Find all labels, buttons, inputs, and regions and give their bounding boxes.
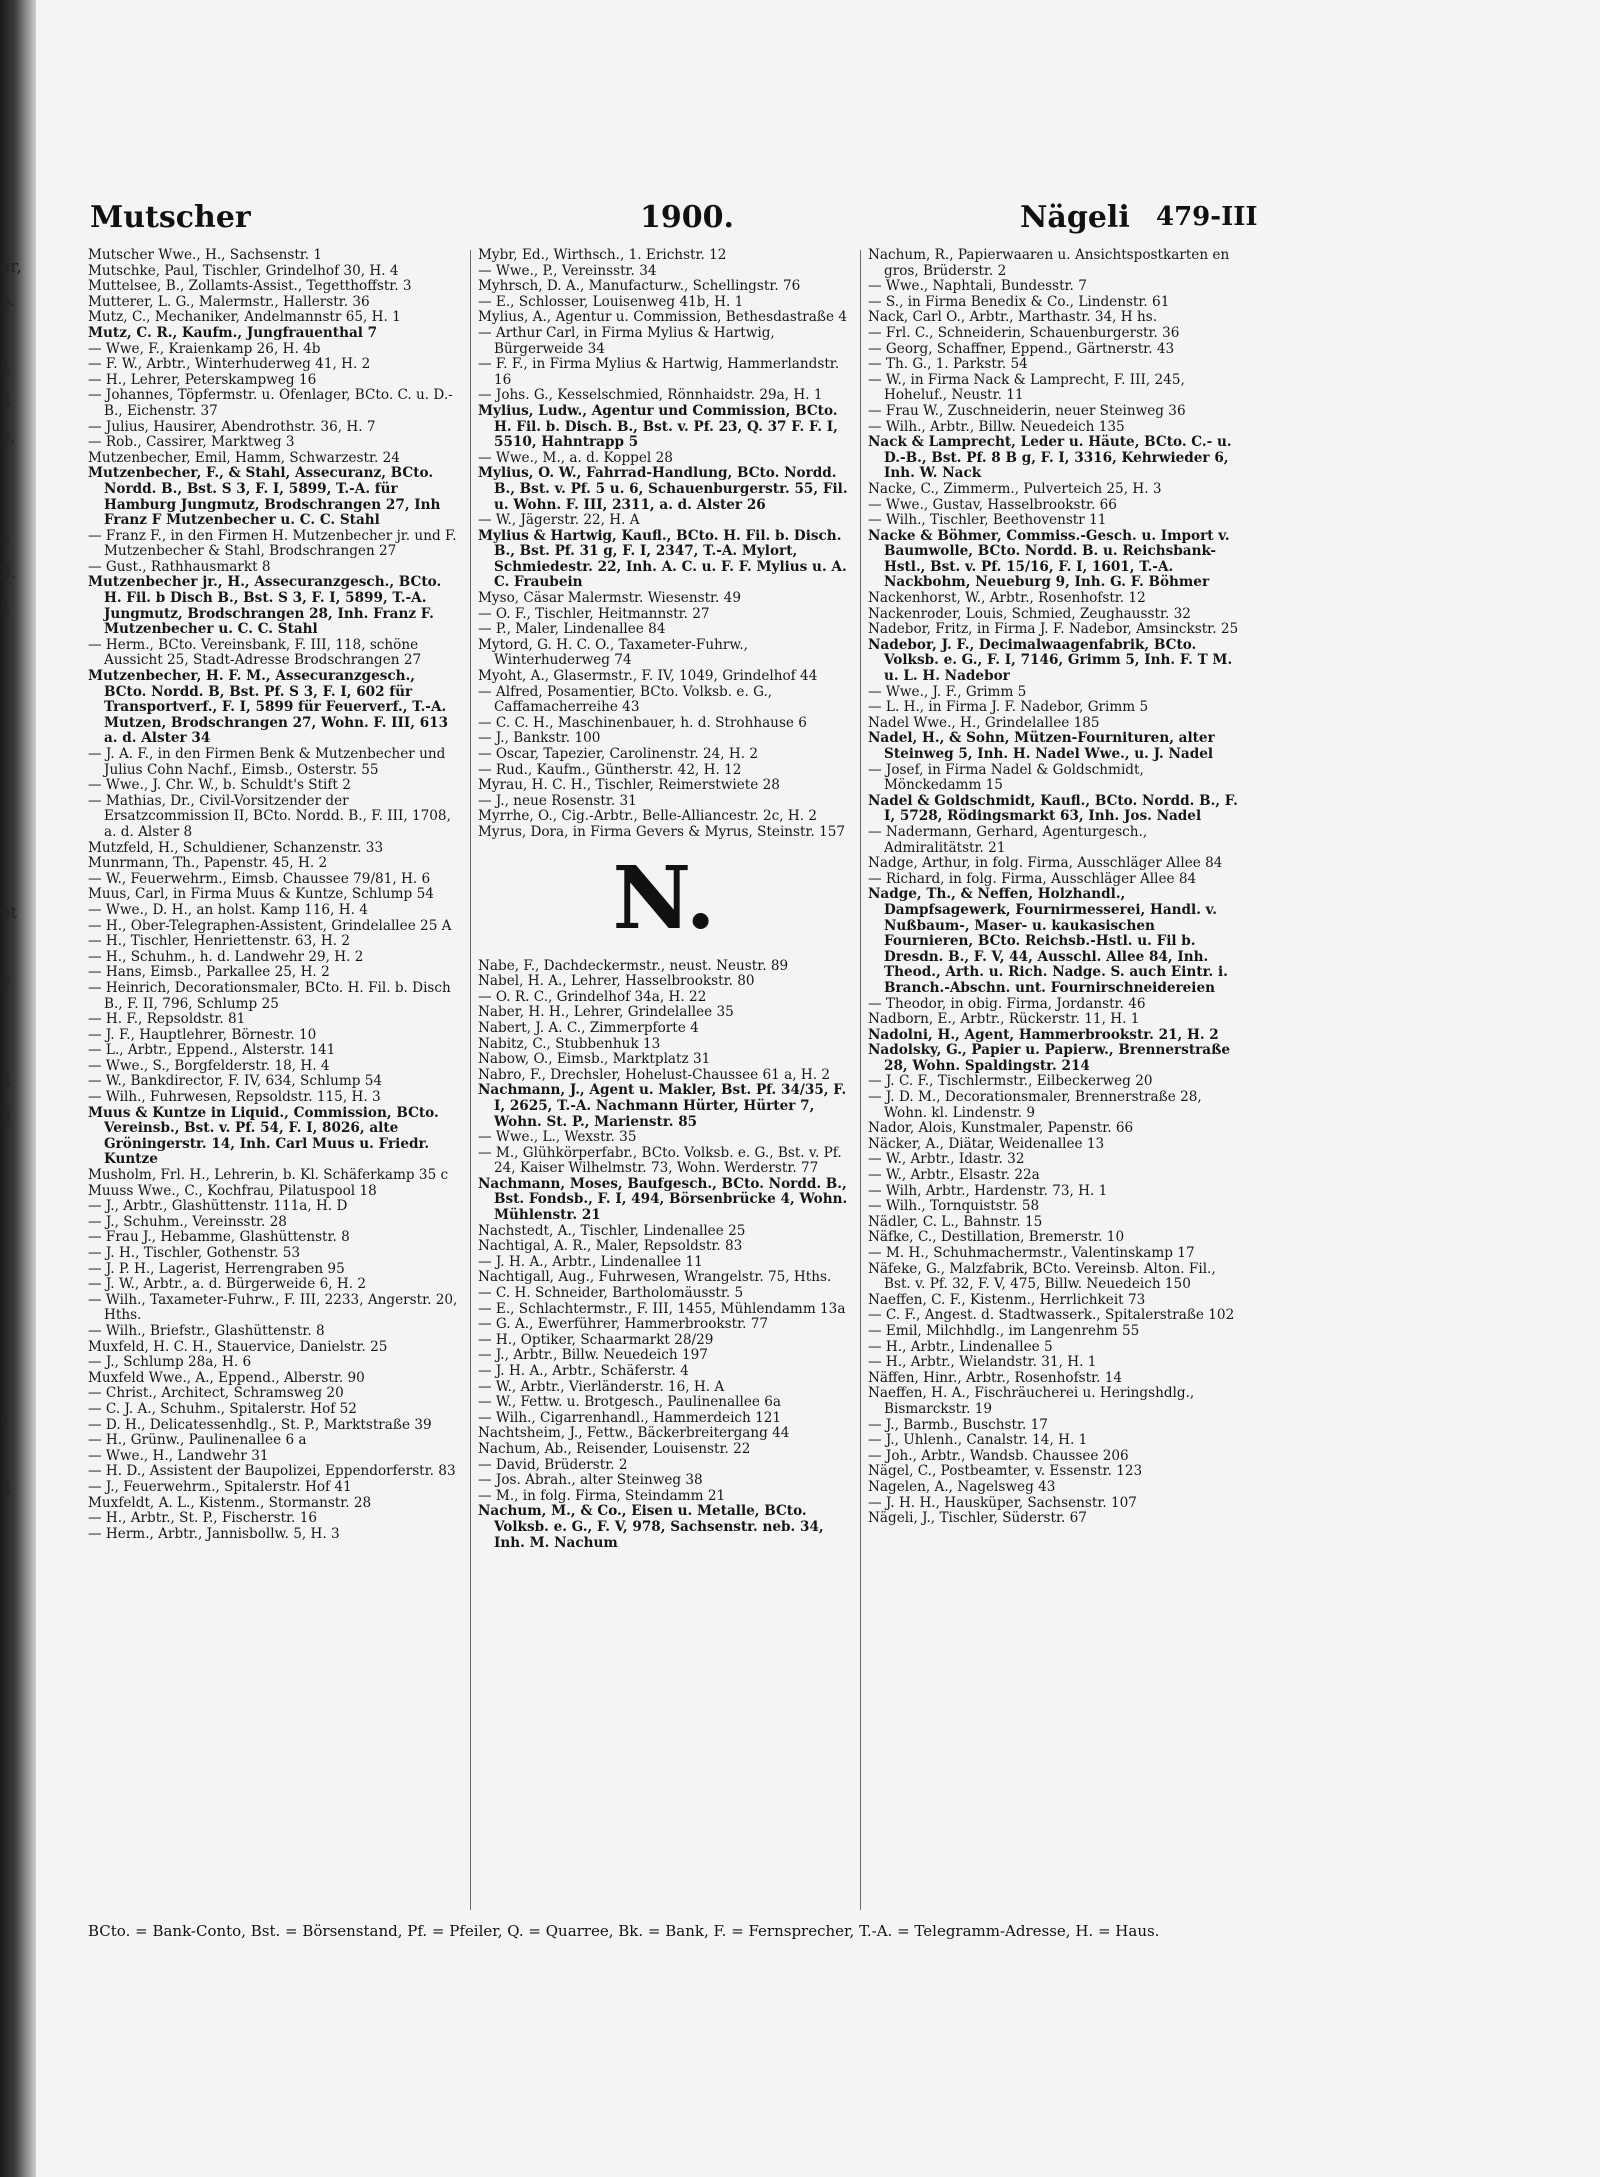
directory-entry: — Wwe, F., Kraienkamp 26, H. 4b xyxy=(88,340,321,357)
directory-entry: Nack, Carl O., Arbtr., Marthastr. 34, H hs. xyxy=(868,309,1158,326)
directory-entry: — W., in Firma Nack & Lamprecht, F. III, 245, Hoheluf., Neustr. 11 xyxy=(868,371,1185,404)
directory-entry: — Rob., Cassirer, Marktweg 3 xyxy=(88,434,295,451)
directory-entry: — Wilh., Arbtr., Billw. Neuedeich 135 xyxy=(868,418,1125,435)
directory-entry: — J., Bankstr. 100 xyxy=(478,730,601,747)
directory-entry: Nackenhorst, W., Arbtr., Rosenhofstr. 12 xyxy=(868,590,1146,607)
column-3 xyxy=(868,248,1240,1913)
directory-entry: Nack & Lamprecht, Leder u. Häute, BCto. C.- u. D.-B., Bst. Pf. 8 B g, F. I, 3316, Kehrwieder 6, Inh. W. Nack xyxy=(868,434,1232,482)
directory-entry: Nägeli, J., Tischler, Süderstr. 67 xyxy=(868,1510,1087,1527)
directory-entry: — J., Uhlenh., Canalstr. 14, H. 1 xyxy=(868,1432,1088,1449)
directory-entry: — Frau J., Hebamme, Glashüttenstr. 8 xyxy=(88,1229,350,1246)
directory-entry: — Wwe., L., Wexstr. 35 xyxy=(478,1129,637,1146)
directory-entry: Nachmann, Moses, Baufgesch., BCto. Nordd. B., Bst. Fondsb., F. I, 494, Börsenbrücke 4, Wohn. Mühlenstr. 21 xyxy=(478,1175,848,1224)
directory-entry: — H., Arbtr., Wielandstr. 31, H. 1 xyxy=(868,1354,1097,1371)
directory-entry: — H. D., Assistent der Baupolizei, Eppendorferstr. 83 xyxy=(88,1463,456,1480)
directory-entry: — H., Schuhm., h. d. Landwehr 29, H. 2 xyxy=(88,948,364,965)
directory-entry: — Franz F., in den Firmen H. Mutzenbecher jr. und F. Mutzenbecher & Stahl, Brodschrangen 27 xyxy=(88,527,457,560)
directory-entry: Nachstedt, A., Tischler, Lindenallee 25 xyxy=(478,1222,746,1239)
directory-entry: — H., Arbtr., Lindenallee 5 xyxy=(868,1338,1053,1355)
directory-entry: — M., Glühkörperfabr., BCto. Volksb. e. G., Bst. v. Pf. 24, Kaiser Wilhelmstr. 73, Wohn. Werderstr. 77 xyxy=(478,1144,842,1177)
directory-entry: Nadel Wwe., H., Grindelallee 185 xyxy=(868,714,1100,731)
directory-entry: Nacke & Böhmer, Commiss.-Gesch. u. Import v. Baumwolle, BCto. Nordd. B. u. Reichsbank-Hstl., Bst. v. Pf. 15/16, F. I, 1601, T.-A. Nackbohm, Neueburg 9, Inh. G. F. Böhmer xyxy=(868,527,1230,591)
directory-entry: Nachum, Ab., Reisender, Louisenstr. 22 xyxy=(478,1440,751,1457)
directory-entry: — M., in folg. Firma, Steindamm 21 xyxy=(478,1487,726,1504)
directory-entry: — Oscar, Tapezier, Carolinenstr. 24, H. 2 xyxy=(478,746,759,762)
previous-page-fragment xyxy=(0,1440,40,1474)
directory-entry: Munrmann, Th., Papenstr. 45, H. 2 xyxy=(88,855,328,872)
directory-entry: — Theodor, in obig. Firma, Jordanstr. 46 xyxy=(868,995,1146,1012)
directory-entry: — J. P. H., Lagerist, Herrengraben 95 xyxy=(88,1260,345,1277)
directory-entry: — Wwe., S., Borgfelderstr. 18, H. 4 xyxy=(88,1057,330,1074)
directory-entry: Nachmann, J., Agent u. Makler, Bst. Pf. 34/35, F. I, 2625, T.-A. Nachmann Hürter, Hürter 7, Wohn. St. P., Marienstr. 85 xyxy=(478,1082,847,1130)
directory-entry: — C. J. A., Schuhm., Spitalerstr. Hof 52 xyxy=(88,1400,357,1417)
section-letter: N. xyxy=(612,847,716,949)
directory-entry: — W., Bankdirector, F. IV, 634, Schlump 54 xyxy=(88,1073,383,1090)
directory-entry: Muxfeld Wwe., A., Eppend., Alberstr. 90 xyxy=(88,1369,365,1386)
directory-entry: — H., Arbtr., St. P., Fischerstr. 16 xyxy=(88,1510,318,1527)
column-rule xyxy=(470,250,471,1910)
previous-page-fragment xyxy=(0,1304,40,1338)
previous-page-fragment: o. xyxy=(0,291,16,311)
directory-entry: — H., Tischler, Henriettenstr. 63, H. 2 xyxy=(88,933,350,950)
directory-entry: Nacke, C., Zimmerm., Pulverteich 25, H. 3 xyxy=(868,480,1162,497)
previous-page-fragment xyxy=(0,794,40,828)
directory-entry: — J., Feuerwehrm., Spitalerstr. Hof 41 xyxy=(88,1478,352,1495)
previous-page-fragment xyxy=(0,862,40,896)
directory-entry: Musholm, Frl. H., Lehrerin, b. Kl. Schäferkamp 35 c xyxy=(88,1167,449,1184)
previous-page-fragment: f. xyxy=(0,597,12,617)
previous-page-fragment xyxy=(0,318,40,352)
directory-entry: — Josef, in Firma Nadel & Goldschmidt, Mönckedamm 15 xyxy=(868,761,1144,794)
directory-entry: Nagelen, A., Nagelsweg 43 xyxy=(868,1478,1056,1495)
previous-page-fragment xyxy=(0,828,40,862)
directory-entry: — Wilh, Arbtr., Hardenstr. 73, H. 1 xyxy=(868,1182,1108,1199)
directory-entry: — Rud., Kaufm., Güntherstr. 42, H. 12 xyxy=(478,761,742,778)
previous-page-fragment: 3 xyxy=(0,1073,11,1093)
previous-page-edge xyxy=(0,250,40,1501)
directory-entry: — Wilh., Tischler, Beethovenstr 11 xyxy=(868,512,1107,529)
directory-entry: — Alfred, Posamentier, BCto. Volksb. e. G., Caffamacherreihe 43 xyxy=(478,683,773,716)
directory-entry: Mylius, O. W., Fahrrad-Handlung, BCto. Nordd. B., Bst. v. Pf. 5 u. 6, Schauenburgerstr. 55, Fil. u. Wohn. F. III, 2311, a. d. Alster 26 xyxy=(478,465,848,513)
directory-entry: — Wilh., Briefstr., Glashüttenstr. 8 xyxy=(88,1322,325,1339)
directory-entry: Myoht, A., Glasermstr., F. IV, 1049, Grindelhof 44 xyxy=(478,668,818,685)
directory-entry: — Wwe., J. F., Grimm 5 xyxy=(868,683,1027,700)
directory-entry: — L. H., in Firma J. F. Nadebor, Grimm 5 xyxy=(868,699,1149,716)
directory-entry: Mutterer, L. G., Malermstr., Hallerstr. 36 xyxy=(88,293,370,310)
directory-entry: — H., Optiker, Schaarmarkt 28/29 xyxy=(478,1331,714,1348)
directory-entry: — Arthur Carl, in Firma Mylius & Hartwig, Bürgerweide 34 xyxy=(478,324,775,357)
directory-entry: Mutzenbecher, F., & Stahl, Assecuranz, BCto. Nordd. B., Bst. S 3, F. I, 5899, T.-A. für Hamburg Jungmutz, Brodschrangen 27, Inh Franz F Mutzenbecher u. C. C. Stahl xyxy=(88,465,441,529)
directory-entry: Nadebor, J. F., Decimalwaagenfabrik, BCto. Volksb. e. G., F. I, 7146, Grimm 5, Inh. F. T M. u. L. H. Nadebor xyxy=(868,636,1233,685)
directory-entry: — L., Arbtr., Eppend., Alsterstr. 141 xyxy=(88,1042,336,1059)
directory-entry: Mutz, C., Mechaniker, Andelmannstr 65, H. 1 xyxy=(88,309,401,326)
directory-entry: — C. H. Schneider, Bartholomäusstr. 5 xyxy=(478,1285,744,1302)
directory-entry: — W., Arbtr., Elsastr. 22a xyxy=(868,1167,1040,1184)
directory-entry: — J. H. A., Arbtr., Lindenallee 11 xyxy=(478,1253,703,1270)
directory-entry: — C. C. H., Maschinenbauer, h. d. Strohhause 6 xyxy=(478,714,807,731)
directory-entry: Nachum, R., Papierwaaren u. Ansichtspostkarten en gros, Brüderstr. 2 xyxy=(868,248,1230,279)
previous-page-fragment xyxy=(0,726,40,760)
directory-entry: — H., Lehrer, Peterskampweg 16 xyxy=(88,371,317,388)
column-2 xyxy=(478,248,850,1913)
directory-entry: — Wwe., M., a. d. Koppel 28 xyxy=(478,449,673,466)
directory-entry: — O. R. C., Grindelhof 34a, H. 22 xyxy=(478,988,707,1005)
directory-entry: — Christ., Architect, Schramsweg 20 xyxy=(88,1385,344,1402)
previous-page-fragment: c xyxy=(0,971,10,991)
directory-entry: Nadebor, Fritz, in Firma J. F. Nadebor, Amsinckstr. 25 xyxy=(868,621,1239,638)
directory-entry: — Jos. Abrah., alter Steinweg 38 xyxy=(478,1472,703,1489)
directory-entry: — Wwe., D. H., an holst. Kamp 116, H. 4 xyxy=(88,901,368,918)
directory-entry: — Hans, Eimsb., Parkallee 25, H. 2 xyxy=(88,964,330,981)
directory-entry: Nabel, H. A., Lehrer, Hasselbrookstr. 80 xyxy=(478,973,755,990)
previous-page-fragment: f xyxy=(0,1413,7,1433)
directory-entry: Mutzfeld, H., Schuldiener, Schanzenstr. 33 xyxy=(88,839,384,856)
directory-entry: — Frau W., Zuschneiderin, neuer Steinweg 36 xyxy=(868,402,1186,419)
previous-page-fragment xyxy=(0,1338,40,1372)
directory-entry: — Georg, Schaffner, Eppend., Gärtnerstr. 43 xyxy=(868,340,1175,357)
directory-entry: — Joh., Arbtr., Wandsb. Chaussee 206 xyxy=(868,1447,1129,1464)
directory-entry: Nachtigal, A. R., Maler, Repsoldstr. 83 xyxy=(478,1238,743,1255)
previous-page-fragment xyxy=(0,998,40,1032)
column-1 xyxy=(88,248,460,1913)
directory-entry: Mutzenbecher jr., H., Assecuranzgesch., BCto. H. Fil. b Disch B., Bst. S 3, F. I, 5899, T.-A. Jungmutz, Brodschrangen 28, Inh. Franz F. Mutzenbecher u. C. C. Stahl xyxy=(88,574,442,638)
directory-entry: Näfke, C., Destillation, Bremerstr. 10 xyxy=(868,1229,1125,1246)
previous-page-fragment: 3. xyxy=(0,563,17,583)
directory-entry: — J. H., Tischler, Gothenstr. 53 xyxy=(88,1245,301,1261)
directory-entry: Nädler, C. L., Bahnstr. 15 xyxy=(868,1213,1043,1230)
header-first-entry: Mutscher xyxy=(90,200,251,235)
previous-page-fragment xyxy=(0,760,40,794)
previous-page-fragment xyxy=(0,624,40,658)
previous-page-fragment: 3 xyxy=(0,393,11,413)
header-year: 1900. xyxy=(640,200,734,235)
directory-entry: — Wwe., Gustav, Hasselbrookstr. 66 xyxy=(868,496,1117,513)
directory-entry: — J. H. A., Arbtr., Schäferstr. 4 xyxy=(478,1363,689,1379)
column-rule xyxy=(860,250,861,1910)
directory-entry: — P., Maler, Lindenallee 84 xyxy=(478,621,666,638)
directory-entry: Mutz, C. R., Kaufm., Jungfrauenthal 7 xyxy=(88,324,378,341)
directory-entry: — Wilh., Fuhrwesen, Repsoldstr. 115, H. 3 xyxy=(88,1089,381,1106)
directory-entry: — H. F., Repsoldstr. 81 xyxy=(88,1011,246,1028)
directory-entry: Muttelsee, B., Zollamts-Assist., Tegetthoffstr. 3 xyxy=(88,278,412,295)
directory-entry: Muus, Carl, in Firma Muus & Kuntze, Schlump 54 xyxy=(88,886,434,903)
directory-entry: Nadel & Goldschmidt, Kaufl., BCto. Nordd. B., F. I, 5728, Rödingsmarkt 63, Inh. Jos. Nadel xyxy=(868,792,1238,825)
directory-entry: — Wwe., P., Vereinsstr. 34 xyxy=(478,262,657,279)
directory-entry: Nabow, O., Eimsb., Marktplatz 31 xyxy=(478,1051,711,1068)
directory-entry: — H., Ober-Telegraphen-Assistent, Grindelallee 25 A xyxy=(88,917,452,934)
directory-entry: Mytord, G. H. C. O., Taxameter-Fuhrw., Winterhuderweg 74 xyxy=(478,636,748,669)
directory-entry: — Mathias, Dr., Civil-Vorsitzender der Ersatzcommission II, BCto. Nordd. B., F. III, 1708, a. d. Alster 8 xyxy=(88,792,451,840)
previous-page-fragment xyxy=(0,658,40,692)
directory-entry: Nabe, F., Dachdeckermstr., neust. Neustr. 89 xyxy=(478,957,789,974)
directory-entry: — Wwe., Naphtali, Bundesstr. 7 xyxy=(868,278,1087,295)
directory-entry: — Nadermann, Gerhard, Agenturgesch., Admiralitätstr. 21 xyxy=(868,823,1148,856)
directory-entry: Nadolni, H., Agent, Hammerbrookstr. 21, H. 2 xyxy=(868,1026,1219,1043)
directory-entry: Nadge, Arthur, in folg. Firma, Ausschläger Allee 84 xyxy=(868,855,1223,872)
directory-entry: Nabro, F., Drechsler, Hohelust-Chaussee 61 a, H. 2 xyxy=(478,1066,830,1083)
directory-entry: — D. H., Delicatessenhdlg., St. P., Marktstraße 39 xyxy=(88,1416,432,1433)
directory-entry: — F. W., Arbtr., Winterhuderweg 41, H. 2 xyxy=(88,356,371,373)
directory-entry: — J. D. M., Decorationsmaler, Brennerstraße 28, Wohn. kl. Lindenstr. 9 xyxy=(868,1089,1202,1121)
directory-entry: Naeffen, C. F., Kistenm., Herrlichkeit 73 xyxy=(868,1291,1146,1308)
directory-entry: — J., Arbtr., Billw. Neuedeich 197 xyxy=(478,1347,708,1364)
directory-entry: — Johs. G., Kesselschmied, Rönnhaidstr. 29a, H. 1 xyxy=(478,387,823,404)
previous-page-fragment xyxy=(0,488,40,522)
previous-page-fragment xyxy=(0,930,40,964)
directory-entry: — Herm., Arbtr., Jannisbollw. 5, H. 3 xyxy=(88,1525,340,1542)
previous-page-fragment xyxy=(0,1270,40,1304)
directory-entry: Mylius & Hartwig, Kaufl., BCto. H. Fil. b. Disch. B., Bst. Pf. 31 g, F. I, 2347, T.-A. Mylort, Schmiedestr. 22, Inh. A. C. u. F. F. Mylius u. A. C. Fraubein xyxy=(478,527,847,591)
directory-entry: — G. A., Ewerführer, Hammerbrookstr. 77 xyxy=(478,1316,769,1333)
abbreviation-legend: BCto. = Bank-Conto, Bst. = Börsenstand, Pf. = Pfeiler, Q. = Quarree, Bk. = Bank, F. = Fernsprecher, T.-A. = Telegramm-Adresse, H. = Haus. xyxy=(88,1922,1160,1940)
directory-entry: — Wilh., Tornquiststr. 58 xyxy=(868,1198,1040,1215)
directory-entry: Näffen, Hinr., Arbtr., Rosenhofstr. 14 xyxy=(868,1369,1123,1386)
previous-page-fragment: f. xyxy=(0,359,12,379)
previous-page-fragment xyxy=(0,1032,40,1066)
directory-entry: Naeffen, H. A., Fischräucherei u. Heringshdlg., Bismarckstr. 19 xyxy=(868,1385,1195,1417)
directory-entry: — E., Schlachtermstr., F. III, 1455, Mühlendamm 13a xyxy=(478,1300,846,1317)
directory-entry: — W., Feuerwehrm., Eimsb. Chaussee 79/81, H. 6 xyxy=(88,870,431,887)
directory-entry: — Wilh., Cigarrenhandl., Hammerdeich 121 xyxy=(478,1409,782,1426)
directory-entry: Nadborn, E., Arbtr., Rückerstr. 11, H. 1 xyxy=(868,1011,1140,1028)
directory-entry: Näcker, A., Diätar, Weidenallee 13 xyxy=(868,1135,1105,1152)
directory-entry: Nadolsky, G., Papier u. Papierw., Brennerstraße 28, Wohn. Spaldingstr. 214 xyxy=(868,1042,1231,1074)
directory-entry: — J. F., Hauptlehrer, Börnestr. 10 xyxy=(88,1026,317,1043)
directory-entry: Mutzenbecher, Emil, Hamm, Schwarzestr. 24 xyxy=(88,449,400,466)
directory-entry: — J., Schuhm., Vereinsstr. 28 xyxy=(88,1213,287,1230)
directory-entry: — J., Schlump 28a, H. 6 xyxy=(88,1354,252,1371)
directory-entry: Myhrsch, D. A., Manufacturw., Schellingstr. 76 xyxy=(478,278,801,295)
previous-page-fragment xyxy=(0,1168,40,1202)
directory-entry: — Frl. C., Schneiderin, Schauenburgerstr. 36 xyxy=(868,324,1180,341)
directory-entry: — Th. G., 1. Parkstr. 54 xyxy=(868,356,1028,373)
directory-entry: — C. F., Angest. d. Stadtwasserk., Spitalerstraße 102 xyxy=(868,1307,1235,1324)
directory-entry: Muxfeldt, A. L., Kistenm., Stormanstr. 28 xyxy=(88,1494,372,1511)
directory-entry: — W., Jägerstr. 22, H. A xyxy=(478,512,640,529)
directory-entry: — W., Arbtr., Vierländerstr. 16, H. A xyxy=(478,1378,725,1395)
page-header xyxy=(90,200,1260,240)
previous-page-fragment: ot xyxy=(0,903,18,923)
directory-entry: — W., Fettw. u. Brotgesch., Paulinenallee 6a xyxy=(478,1394,781,1411)
directory-entry: Muuss Wwe., C., Kochfrau, Pilatuspool 18 xyxy=(88,1182,377,1199)
directory-entry: Nachtsheim, J., Fettw., Bäckerbreitergang 44 xyxy=(478,1425,790,1442)
directory-entry: Mutzenbecher, H. F. M., Assecuranzgesch., BCto. Nordd. B, Bst. Pf. S 3, F. I, 602 für Transportverf., F. I, 5899 für Feuerverf., T.-A. Mutzen, Brodschrangen 27, Wohn. F. III, 613 a. d. Alster 34 xyxy=(88,668,449,747)
directory-entry: — Wilh., Taxameter-Fuhrw., F. III, 2233, Angerstr. 20, Hths. xyxy=(88,1291,458,1324)
directory-entry: — W., Arbtr., Idastr. 32 xyxy=(868,1151,1025,1168)
directory-entry: Mylius, Ludw., Agentur und Commission, BCto. H. Fil. b. Disch. B., Bst. v. Pf. 23, Q. 37 F. F. I, 5510, Hahntrapp 5 xyxy=(478,402,838,451)
directory-entry: Nachum, M., & Co., Eisen u. Metalle, BCto. Volksb. e. G., F. V, 978, Sachsenstr. neb. 34, Inh. M. Nachum xyxy=(478,1503,824,1551)
directory-entry: Mylius, A., Agentur u. Commission, Bethesdastraße 4 xyxy=(478,309,848,326)
previous-page-fragment xyxy=(0,1134,40,1168)
previous-page-fragment xyxy=(0,692,40,726)
directory-entry: Myrau, H. C. H., Tischler, Reimerstwiete 28 xyxy=(478,777,780,794)
directory-entry: — J., neue Rosenstr. 31 xyxy=(478,792,637,809)
directory-entry: Myso, Cäsar Malermstr. Wiesenstr. 49 xyxy=(478,590,741,607)
previous-page-fragment: l. xyxy=(0,529,11,549)
directory-entry: — David, Brüderstr. 2 xyxy=(478,1456,628,1473)
directory-entry: — Johannes, Töpfermstr. u. Ofenlager, BCto. C. u. D.-B., Eichenstr. 37 xyxy=(88,387,453,419)
directory-entry: Mybr, Ed., Wirthsch., 1. Erichstr. 12 xyxy=(478,248,727,263)
directory-entry: Muus & Kuntze in Liquid., Commission, BCto. Vereinsb., Bst. v. Pf. 54, F. I, 8026, alte Gröningerstr. 14, Inh. Carl Muus u. Friedr. Kuntze xyxy=(88,1104,439,1168)
directory-entry: Nadge, Th., & Neffen, Holzhandl., Dampfsagewerk, Fournirmesserei, Handl. v. Nußbaum-, Maser- u. kaukasischen Fournieren, BCto. Reichsb.-Hstl. u. Fil b. Dresdn. B., F. V, 44, Ausschl. Allee 84, Inh. Theod., Arth. u. Rich. Nadge. S. auch Eintr. i. Branch.-Abschn. unt. Fournirschneidereien xyxy=(868,886,1228,996)
directory-entry: — J. A. F., in den Firmen Benk & Mutzenbecher und Julius Cohn Nachf., Eimsb., Osterstr. 55 xyxy=(88,746,446,778)
directory-entry: Naber, H. H., Lehrer, Grindelallee 35 xyxy=(478,1004,734,1021)
directory-entry: Nabitz, C., Stubbenhuk 13 xyxy=(478,1035,661,1052)
directory-entry: — J., Barmb., Buschstr. 17 xyxy=(868,1416,1048,1433)
directory-entry: — Herm., BCto. Vereinsbank, F. III, 118, schöne Aussicht 25, Stadt-Adresse Brodschrangen 27 xyxy=(88,636,422,669)
directory-entry: — J. C. F., Tischlermstr., Eilbeckerweg 20 xyxy=(868,1073,1153,1090)
directory-entry: Nachtigall, Aug., Fuhrwesen, Wrangelstr. 75, Hths. xyxy=(478,1269,832,1286)
directory-entry: — H., Grünw., Paulinenallee 6 a xyxy=(88,1432,307,1449)
directory-entry: Nabert, J. A. C., Zimmerpforte 4 xyxy=(478,1019,699,1036)
directory-entry: — S., in Firma Benedix & Co., Lindenstr. 61 xyxy=(868,293,1170,310)
directory-entry: — O. F., Tischler, Heitmannstr. 27 xyxy=(478,605,710,622)
page-number: 479-III xyxy=(1156,202,1258,232)
previous-page-fragment xyxy=(0,454,40,488)
directory-entry: — Heinrich, Decorationsmaler, BCto. H. Fil. b. Disch B., F. II, 796, Schlump 25 xyxy=(88,979,451,1012)
directory-entry: — Richard, in folg. Firma, Ausschläger Allee 84 xyxy=(868,870,1197,887)
directory-entry: — Emil, Milchhdlg., im Langenrehm 55 xyxy=(868,1322,1140,1339)
previous-page-fragment xyxy=(0,1236,40,1270)
directory-entry: Näfeke, G., Malzfabrik, BCto. Vereinsb. Alton. Fil., Bst. v. Pf. 32, F. V, 475, Billw. Neuedeich 150 xyxy=(868,1260,1216,1293)
previous-page-fragment: 8 xyxy=(0,1107,11,1127)
directory-entry: — M. H., Schuhmachermstr., Valentinskamp 17 xyxy=(868,1245,1195,1261)
directory-entry: — E., Schlosser, Louisenweg 41b, H. 1 xyxy=(478,293,744,310)
previous-page-fragment: e, xyxy=(0,427,16,447)
directory-entry: — J. H. H., Hausküper, Sachsenstr. 107 xyxy=(868,1494,1137,1511)
directory-entry: — Julius, Hausirer, Abendrothstr. 36, H. 7 xyxy=(88,418,376,435)
directory-entry: Nadel, H., & Sohn, Mützen-Fournituren, alter Steinweg 5, Inh. H. Nadel Wwe., u. J. Nadel xyxy=(868,730,1215,762)
directory-entry: — J., Arbtr., Glashüttenstr. 111a, H. D xyxy=(88,1198,348,1215)
directory-entry: Nägel, C., Postbeamter, v. Essenstr. 123 xyxy=(868,1463,1143,1480)
header-last-entry: Nägeli xyxy=(1020,200,1130,235)
previous-page-fragment xyxy=(0,1372,40,1406)
directory-entry: — Gust., Rathhausmarkt 8 xyxy=(88,558,271,575)
directory-entry: Nackenroder, Louis, Schmied, Zeughausstr. 32 xyxy=(868,605,1191,622)
directory-entry: Muxfeld, H. C. H., Stauervice, Danielstr. 25 xyxy=(88,1338,388,1355)
directory-entry: Mutschke, Paul, Tischler, Grindelhof 30, H. 4 xyxy=(88,262,399,279)
directory-entry: Myrrhe, O., Cig.-Arbtr., Belle-Alliancestr. 2c, H. 2 xyxy=(478,808,818,825)
directory-entry: Myrus, Dora, in Firma Gevers & Myrus, Steinstr. 157 xyxy=(478,823,846,840)
directory-entry: — F. F., in Firma Mylius & Hartwig, Hammerlandstr. 16 xyxy=(478,356,840,388)
directory-entry: Nador, Alois, Kunstmaler, Papenstr. 66 xyxy=(868,1120,1134,1137)
previous-page-fragment: er, xyxy=(0,257,22,277)
previous-page-fragment xyxy=(0,1202,40,1236)
directory-entry: Mutscher Wwe., H., Sachsenstr. 1 xyxy=(88,248,323,263)
directory-entry: — J. W., Arbtr., a. d. Bürgerweide 6, H. 2 xyxy=(88,1276,367,1293)
directory-entry: — Wwe., H., Landwehr 31 xyxy=(88,1447,269,1464)
directory-entry: — Wwe., J. Chr. W., b. Schuldt's Stift 2 xyxy=(88,777,351,794)
previous-page-fragment: 3 xyxy=(0,1481,11,1501)
